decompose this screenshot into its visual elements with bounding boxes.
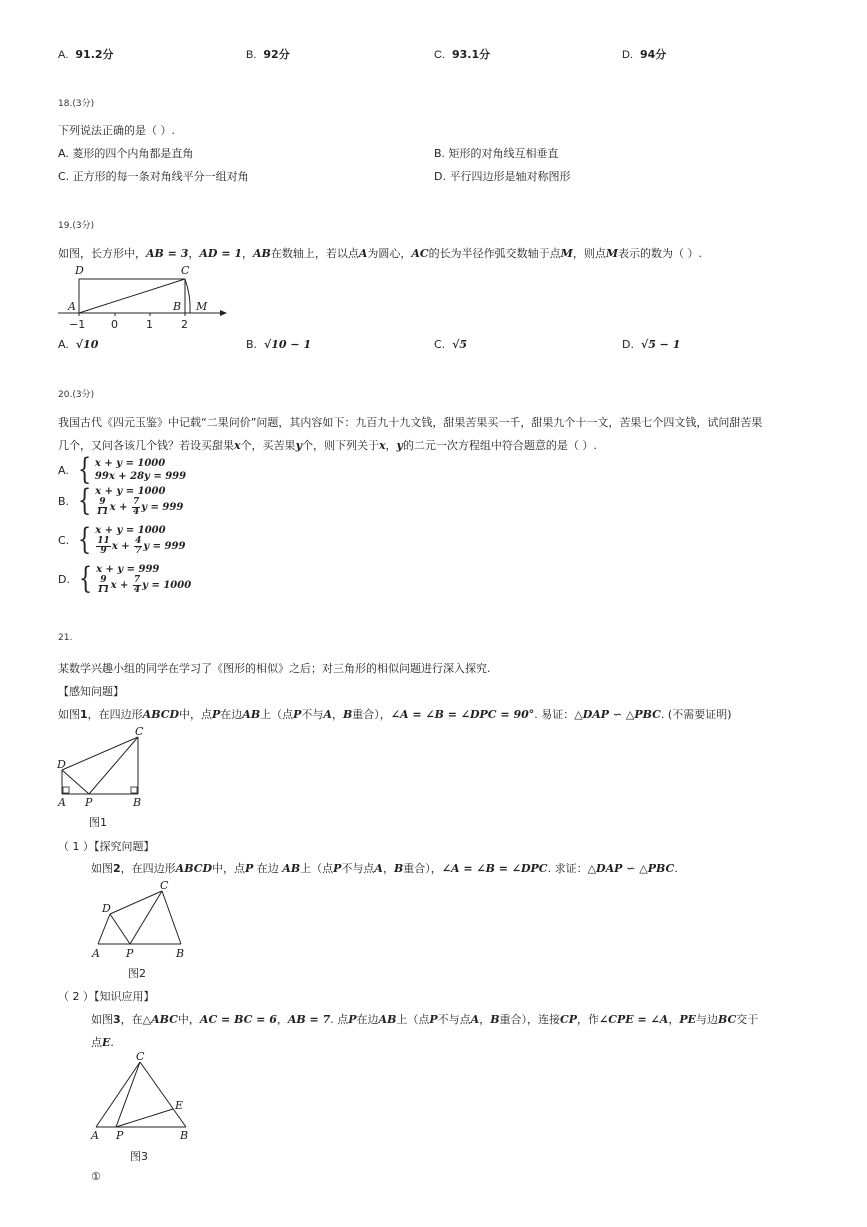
tick-label: −1	[69, 318, 86, 331]
q19-option-c: C. √5	[434, 338, 468, 351]
label-d: D	[75, 264, 84, 277]
q21-part2-line1: 如图3，在△ABC中，AC = BC = 6，AB = 7. 点P在边AB上（点P不与点A，B重合），连接CP，作∠CPE = ∠A，PE与边BC交于	[91, 1013, 759, 1026]
q19-header: 19.(3分)	[58, 221, 95, 231]
label-p: P	[85, 796, 93, 809]
label-b: B	[133, 796, 142, 809]
q18-option-a: A. 菱形的四个内角都是直角	[58, 147, 194, 160]
q18-option-c: C. 正方形的每一条对角线平分一组对角	[58, 170, 249, 183]
q21-part1-label: （ 1 ）【探究问题】	[58, 840, 155, 853]
q17-option-a: A. 91.2分	[58, 48, 114, 61]
q21-perceive-text: 如图1，在四边形ABCD中，点P在边AB上（点P不与A，B重合），∠A = ∠B = ∠DPC = 90°. 易证：△DAP ∽ △PBC. (不需要证明)	[58, 708, 732, 721]
q18-option-b: B. 矩形的对角线互相垂直	[434, 147, 559, 160]
tick-label: 0	[111, 318, 118, 331]
diagonal-ac	[79, 279, 185, 313]
arc-cm	[185, 279, 190, 313]
q19-option-b: B. √10 − 1	[246, 338, 312, 351]
q20-option-b: B. { x + y = 1000 $\frac{9}{11}$ x + $\frac{7}{4}$ y = 999	[58, 483, 184, 518]
label-d: D	[102, 902, 111, 915]
figure-3-caption: 图3	[130, 1150, 148, 1163]
label-a: A	[58, 796, 66, 809]
brace-icon: {	[77, 452, 92, 487]
q17-option-c: C. 93.1分	[434, 48, 491, 61]
q19-option-a: A. √10	[58, 338, 99, 351]
q20-stem-line1: 我国古代《四元玉鉴》中记载“二果问价”问题，其内容如下：九百九十九文钱，甜果苦果买一千，甜果九个十一文，苦果七个四文钱，试问甜苦果	[58, 416, 763, 429]
tick-label: 1	[146, 318, 153, 331]
label-e: E	[175, 1099, 184, 1112]
q21-sub1-marker: ①	[91, 1170, 101, 1183]
label-c: C	[160, 879, 169, 892]
figure-1-caption: 图1	[89, 816, 107, 829]
q21-header: 21.	[58, 633, 73, 643]
q20-stem-line2: 几个，又问各该几个钱？若设买甜果x个，买苦果y个，则下列关于x，y的二元一次方程组中符合题意的是（ ）.	[58, 439, 597, 452]
figure-2	[88, 878, 198, 983]
brace-icon: {	[77, 483, 92, 518]
figure-2-caption: 图2	[128, 967, 146, 980]
figure-1	[55, 725, 155, 830]
q17-option-b: B. 92分	[246, 48, 290, 61]
q21-section-perceive: 【感知问题】	[58, 685, 124, 698]
q18-stem: 下列说法正确的是（ ）.	[58, 124, 175, 137]
label-p: P	[126, 947, 134, 960]
label-c: C	[135, 725, 144, 738]
q20-option-c: C. { x + y = 1000 $\frac{11}{9}$ x + $\frac{4}{7}$ y = 999	[58, 522, 186, 557]
brace-icon: {	[78, 522, 92, 557]
label-a: A	[91, 1129, 99, 1142]
q19-figure	[55, 262, 230, 332]
label-b: B	[180, 1129, 189, 1142]
q19-option-d: D. √5 − 1	[622, 338, 681, 351]
q20-header: 20.(3分)	[58, 390, 95, 400]
label-c: C	[181, 264, 190, 277]
tick-label: 2	[181, 318, 188, 331]
label-c: C	[136, 1050, 145, 1063]
q21-part1-text: 如图2，在四边形ABCD中，点P 在边 AB上（点P不与点A，B重合），∠A = ∠B = ∠DPC. 求证：△DAP ∽ △PBC.	[91, 862, 678, 875]
label-b: B	[173, 300, 182, 313]
q21-part2-label: （ 2 ）【知识应用】	[58, 990, 155, 1003]
q17-option-d: D. 94分	[622, 48, 667, 61]
label-p: P	[116, 1129, 124, 1142]
q19-stem: 如图，长方形中，AB = 3，AD = 1，AB在数轴上，若以点A为圆心，AC的长为半径作弧交数轴于点M，则点M表示的数为（ ）.	[58, 247, 703, 260]
q18-header: 18.(3分)	[58, 99, 95, 109]
label-m: M	[196, 300, 208, 313]
brace-icon: {	[78, 561, 93, 596]
label-a: A	[68, 300, 76, 313]
label-d: D	[57, 758, 66, 771]
label-b: B	[176, 947, 185, 960]
number-line-arrow	[220, 310, 227, 316]
q20-option-a: A. { x + y = 1000 99x + 28y = 999	[58, 452, 187, 487]
q21-intro: 某数学兴趣小组的同学在学习了《图形的相似》之后；对三角形的相似问题进行深入探究.	[58, 662, 491, 675]
q20-option-d: D. { x + y = 999 $\frac{9}{11}$ x + $\frac{7}{4}$ y = 1000	[58, 561, 192, 596]
figure-3	[88, 1048, 198, 1168]
q18-option-d: D. 平行四边形是轴对称图形	[434, 170, 571, 183]
q21-part2-line2: 点E.	[91, 1036, 114, 1049]
label-a: A	[92, 947, 100, 960]
